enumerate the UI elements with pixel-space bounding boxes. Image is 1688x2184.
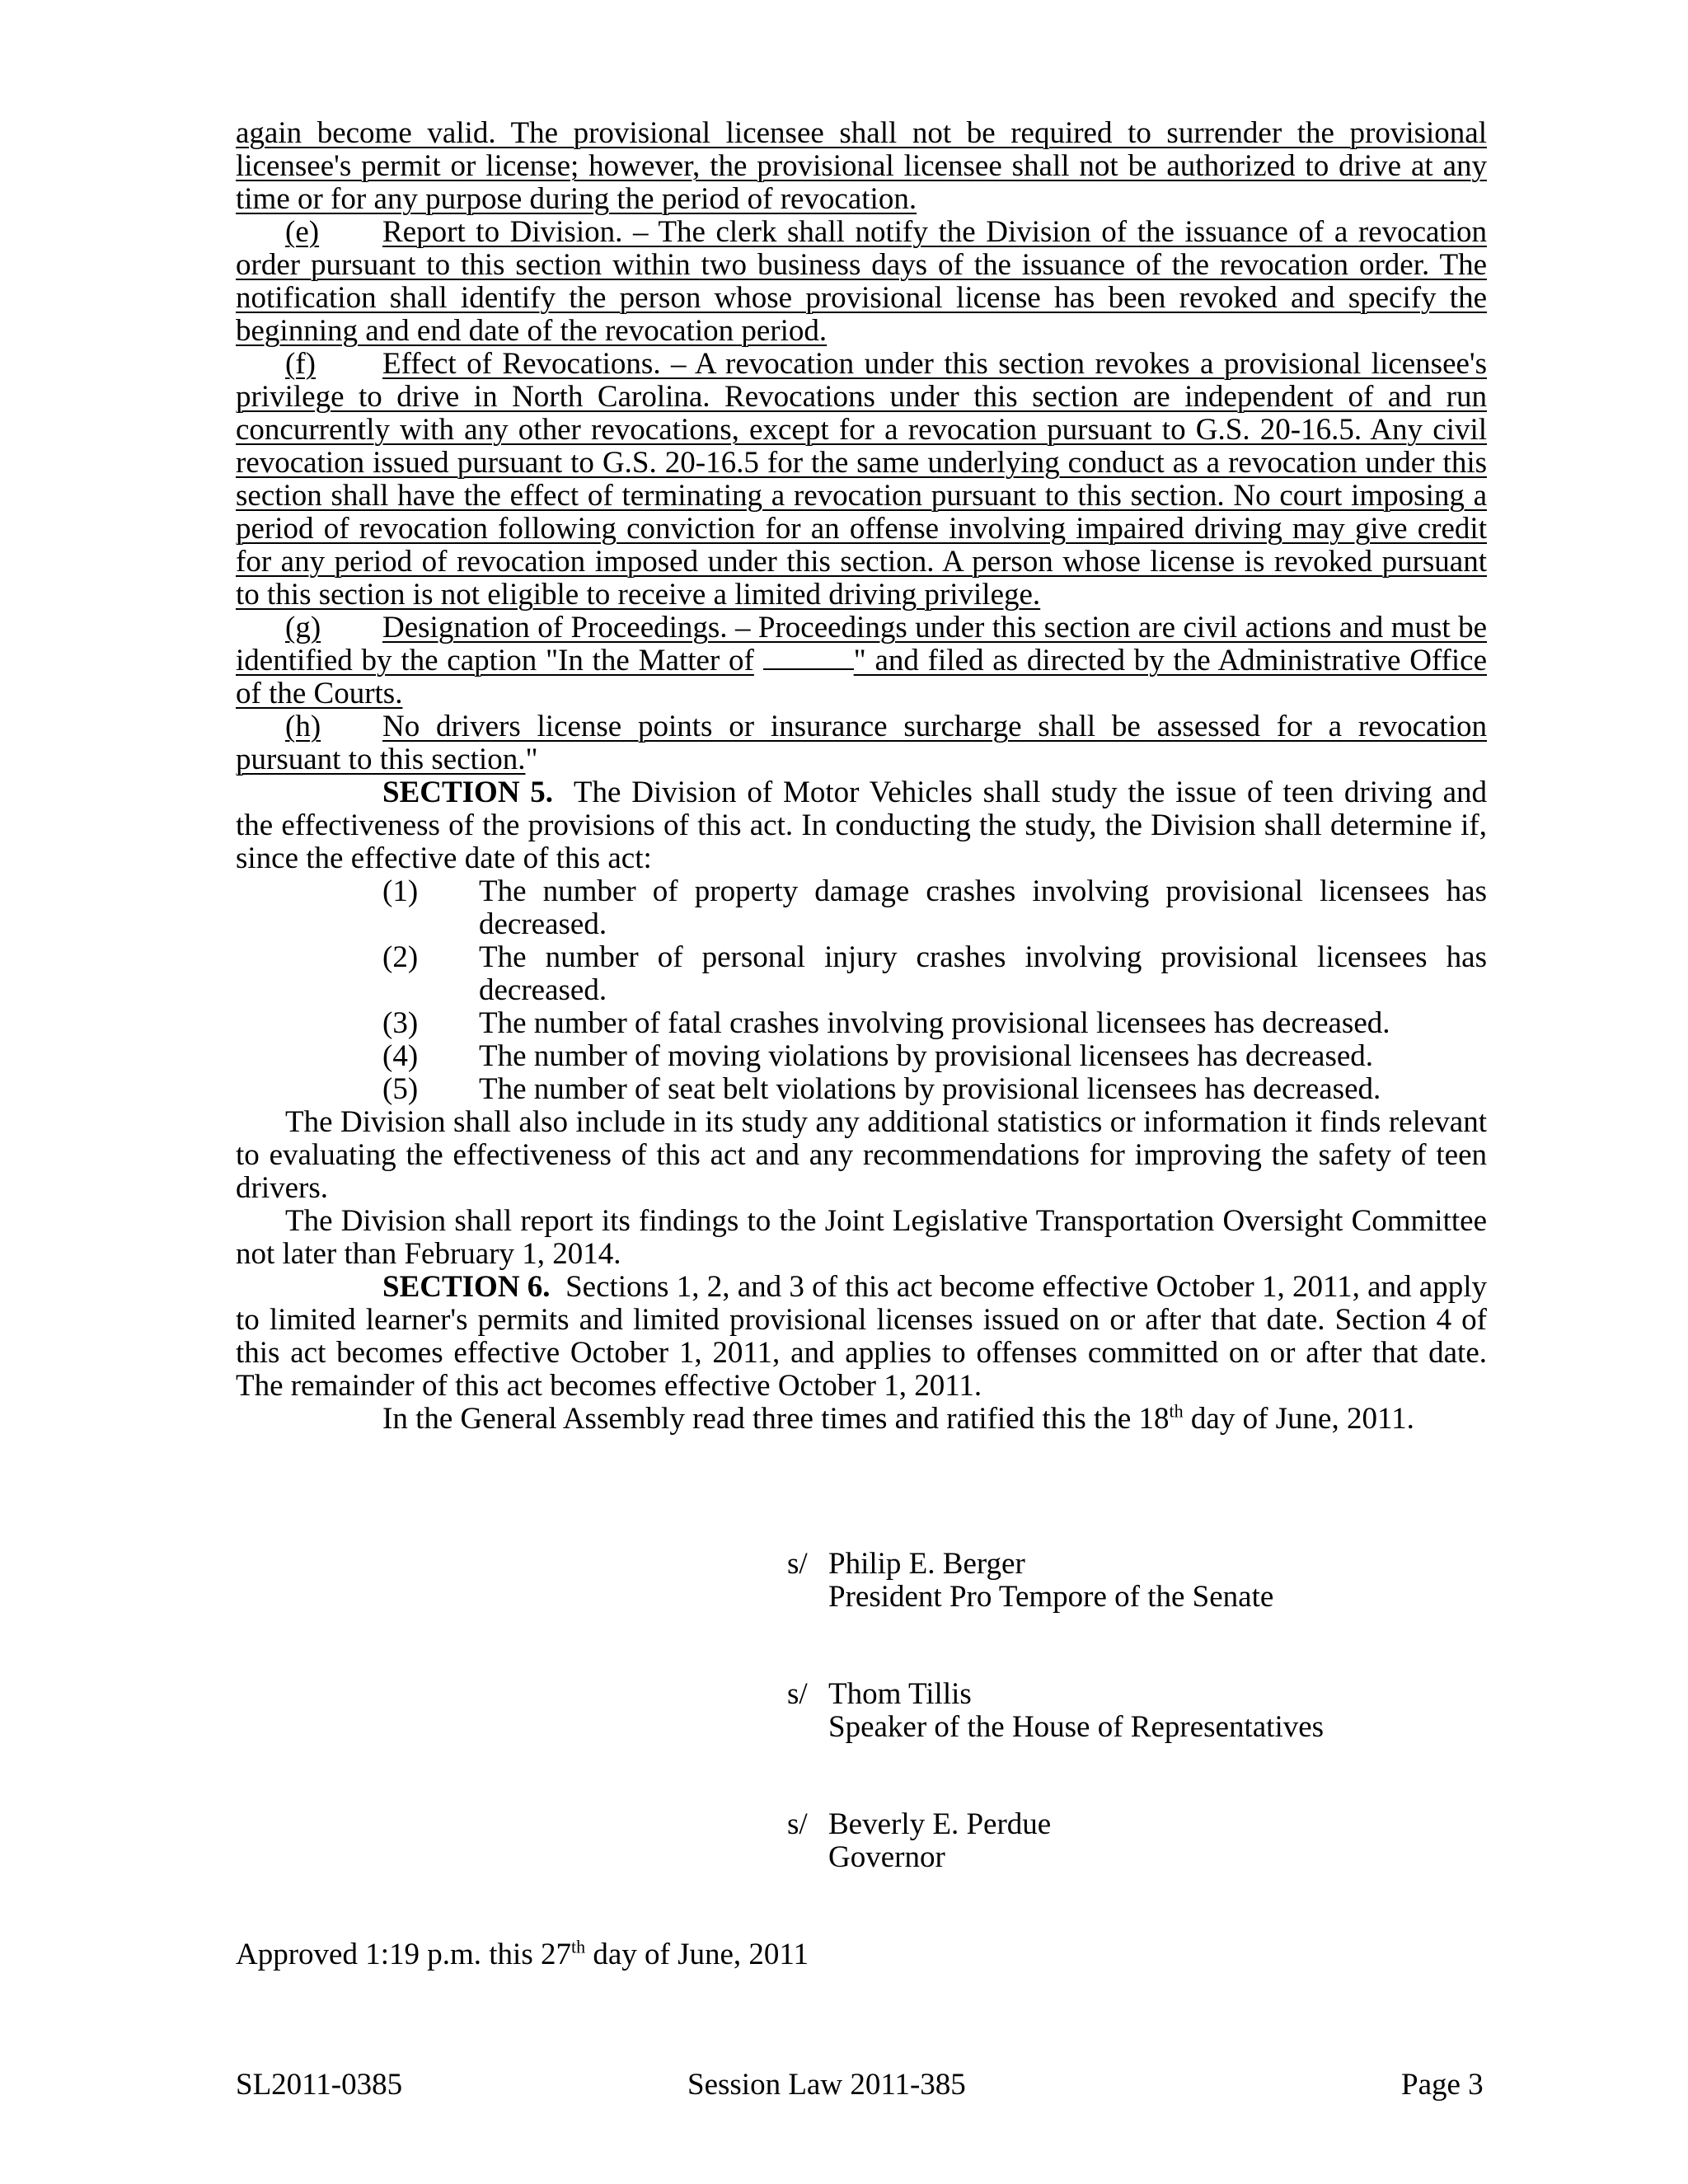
subsection-text: Designation of Proceedings. – Proceedings under this section are civil actions and must be identified by the caption "In the Matter of (236, 611, 1487, 677)
list-item (236, 1073, 1487, 1106)
signature-title: Governor (828, 1840, 945, 1874)
list-item-number: (2) (382, 940, 419, 974)
list-item (236, 941, 1487, 1007)
list-item (236, 1040, 1487, 1073)
section-5-paragraph (236, 776, 1487, 875)
closing-quote: " (525, 743, 538, 776)
list-item-number: (5) (382, 1072, 419, 1106)
subsection-label: (f) (285, 347, 316, 381)
list-item-text: The number of property damage crashes involving provisional licensees has decreased. (479, 874, 1487, 941)
carryover-paragraph: again become valid. The provisional licensee shall not be required to surrender the provisional licensee's permit or license; however, the provisional licensee shall not be authorized to drive at any time or for any purpose during the period of revocation. (236, 116, 1487, 216)
list-item-number: (4) (382, 1039, 419, 1073)
subsection-text: Effect of Revocations. – A revocation under this section revokes a provisional licensee's privilege to drive in North Carolina. Revocations under this section are independent of and run concurrently with any other revocations, except for a revocation pursuant to G.S. 20-16.5. Any civil revocation issued pursuant to G.S. 20-16.5 for the same underlying conduct as a revocation under this section shall have the effect of terminating a revocation pursuant to this section. No court imposing a period of revocation following conviction for an offense involving impaired driving may give credit for any period of revocation imposed under this section. A person whose license is revoked pursuant to this section is not eligible to receive a limited driving privilege. (236, 347, 1487, 612)
section-5-text: The Division of Motor Vehicles shall study the issue of teen driving and the effectiveness of the provisions of this act. In conducting the study, the Division shall determine if, since the effective date of this act: (236, 776, 1487, 875)
list-item-text: The number of personal injury crashes involving provisional licensees has decreased. (479, 940, 1487, 1007)
signature-title: Speaker of the House of Representatives (828, 1710, 1325, 1744)
section-5-report-paragraph: The Division shall report its findings to the Joint Legislative Transportation Oversight Committee not later than February 1, 2014. (236, 1204, 1487, 1271)
document-body (236, 117, 1487, 1436)
section-6-paragraph (236, 1271, 1487, 1403)
subsection-text: Report to Division. – The clerk shall notify the Division of the issuance of a revocation order pursuant to this section within two business days of the issuance of the revocation order. The notification shall identify the person whose provisional license has been revoked and specify the beginning and end date of the revocation period. (236, 215, 1487, 348)
list-item-number: (1) (382, 874, 419, 908)
signature-prefix: s/ (787, 1807, 808, 1841)
section-6-heading: SECTION 6. (382, 1270, 551, 1304)
signature-title: President Pro Tempore of the Senate (828, 1580, 1274, 1614)
approval-line: Approved 1:19 p.m. this 27th day of June, 2011 (236, 1936, 809, 1971)
footer-bill-number: SL2011-0385 (236, 2068, 403, 2102)
section-5-study-paragraph: The Division shall also include in its study any additional statistics or information it finds relevant to evaluating the effectiveness of this act and any recommendations for improving the safety of teen drivers. (236, 1105, 1487, 1205)
list-item-text: The number of moving violations by provisional licensees has decreased. (479, 1039, 1374, 1073)
footer-page-number: Page 3 (1401, 2068, 1484, 2102)
signature-name: Thom Tillis (828, 1677, 972, 1711)
subsection-text: No drivers license points or insurance surcharge shall be assessed for a revocation pursuant to this section. (236, 710, 1487, 776)
signature-name: Beverly E. Perdue (828, 1807, 1052, 1841)
list-item (236, 1007, 1487, 1040)
signature-house-speaker (787, 1678, 1447, 1744)
section-6-text: Sections 1, 2, and 3 of this act become effective October 1, 2011, and apply to limited learner's permits and limited provisional licenses issued on or after that date. Section 4 of this act becomes effective October 1, 2011, and applies to offenses committed on or after that date. The remainder of this act becomes effective October 1, 2011. (236, 1270, 1487, 1403)
caption-blank (763, 645, 854, 670)
footer-session-law: Session Law 2011-385 (687, 2068, 966, 2102)
subsection-h (236, 710, 1487, 776)
ratification-paragraph: In the General Assembly read three times and ratified this the 18th day of June, 2011. (382, 1400, 1414, 1436)
signature-prefix: s/ (787, 1547, 808, 1581)
subsection-label: (g) (285, 611, 321, 644)
subsection-e (236, 216, 1487, 348)
list-item-text: The number of fatal crashes involving provisional licensees has decreased. (479, 1006, 1390, 1040)
list-item-number: (3) (382, 1006, 419, 1040)
signature-governor (787, 1808, 1447, 1874)
list-item-text: The number of seat belt violations by provisional licensees has decreased. (479, 1072, 1381, 1106)
subsection-f (236, 348, 1487, 612)
signature-name: Philip E. Berger (828, 1547, 1025, 1581)
subsection-text-cont: " and filed as directed by the Administrative Office of the Courts. (236, 644, 1488, 710)
section-5-heading: SECTION 5. (382, 776, 554, 809)
subsection-label: (h) (285, 710, 321, 743)
subsection-g (236, 612, 1487, 710)
subsection-label: (e) (285, 215, 320, 249)
list-item (236, 875, 1487, 941)
signature-prefix: s/ (787, 1677, 808, 1711)
signature-senate-president (787, 1548, 1447, 1614)
